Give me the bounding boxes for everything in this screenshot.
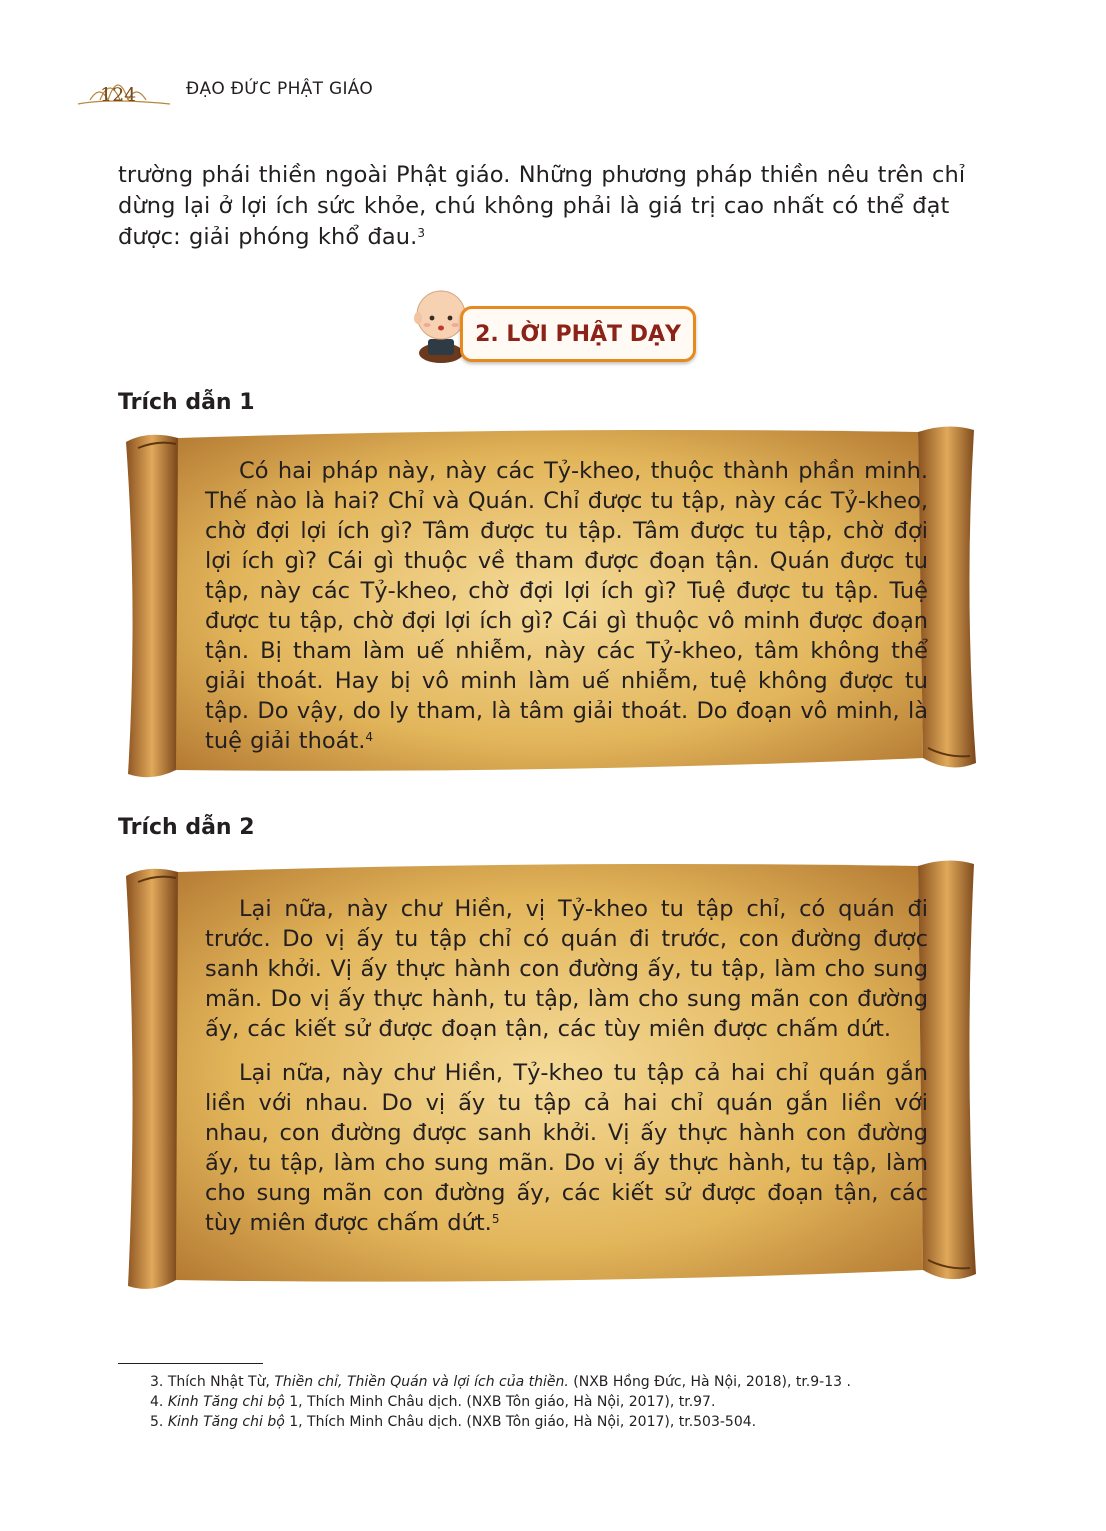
- quote-2-text: [205, 894, 928, 1238]
- footnote-ref-5: 5: [491, 1212, 500, 1226]
- footnote-source: 1, Thích Minh Châu dịch. (NXB Tôn giáo, Hà Nội, 2017), tr.503-504.: [289, 1414, 757, 1430]
- footnote-number: 3.: [150, 1374, 164, 1390]
- footnote-3: [150, 1372, 1050, 1392]
- quote-1-label: Trích dẫn 1: [118, 390, 255, 415]
- quote-2-paragraph-2: [205, 1058, 928, 1238]
- page-header: [70, 70, 470, 110]
- footnote-ref-3: 3: [417, 226, 426, 240]
- footnote-4: [150, 1392, 1050, 1412]
- quote-2-paragraph-2-body: Lại nữa, này chư Hiền, Tỷ-kheo tu tập cả hai chỉ quán gắn liền với nhau. Do vị ấy tu tập cả hai chỉ quán gắn liền với nhau, con đường được sanh khởi. Vị ấy thực hành con đường ấy, tu tập, làm cho sung mãn. Do vị ấy thực hành, tu tập, làm cho sung mãn con đường ấy, các kiết sử được đoạn tận, các tùy miên được chấm dứt.: [205, 1060, 928, 1236]
- page-number: 124: [100, 84, 137, 106]
- intro-text: trường phái thiền ngoài Phật giáo. Những phương pháp thiền nêu trên chỉ dừng lại ở lợi ích sức khỏe, chú không phải là giá trị cao nhất có thể đạt được: giải phóng khổ đau.: [118, 162, 966, 250]
- footnote-ref-4: 4: [365, 730, 374, 744]
- running-title: ĐẠO ĐỨC PHẬT GIÁO: [186, 79, 374, 99]
- section-banner: [410, 285, 710, 365]
- footnote-title: Thiền chỉ, Thiền Quán và lợi ích của thiền.: [274, 1374, 569, 1390]
- footnote-source: 1, Thích Minh Châu dịch. (NXB Tôn giáo, Hà Nội, 2017), tr.97.: [289, 1394, 716, 1410]
- footnote-source: (NXB Hồng Đức, Hà Nội, 2018), tr.9-13 .: [573, 1374, 851, 1390]
- footnote-title: Kinh Tăng chi bộ: [167, 1394, 285, 1410]
- parchment-scroll-1: [118, 418, 980, 788]
- footnote-number: 4.: [150, 1394, 164, 1410]
- parchment-scroll-2: [118, 850, 980, 1298]
- footnote-number: 5.: [150, 1414, 164, 1430]
- footnote-title: Kinh Tăng chi bộ: [167, 1414, 285, 1430]
- section-title: 2. LỜI PHẬT DẠY: [460, 306, 696, 362]
- footnote-author: Thích Nhật Từ,: [167, 1374, 270, 1390]
- intro-paragraph: [118, 160, 990, 253]
- footnote-5: [150, 1412, 1050, 1432]
- footnote-divider: [118, 1363, 263, 1364]
- quote-1-text: [205, 456, 928, 756]
- quote-2-paragraph-1: Lại nữa, này chư Hiền, vị Tỷ-kheo tu tập chỉ, có quán đi trước. Do vị ấy tu tập chỉ có quán đi trước, con đường được sanh khởi. Vị ấy thực hành con đường ấy, tu tập, làm cho sung mãn. Do vị ấy thực hành, tu tập, làm cho sung mãn con đường ấy, các kiết sử được đoạn tận, các tùy miên được chấm dứt.: [205, 896, 928, 1042]
- footnotes: [150, 1372, 1050, 1432]
- quote-2-label: Trích dẫn 2: [118, 815, 255, 840]
- quote-1-body: Có hai pháp này, này các Tỷ-kheo, thuộc thành phần minh. Thế nào là hai? Chỉ và Quán. Chỉ được tu tập, này các Tỷ-kheo, chờ đợi lợi ích gì? Tâm được tu tập. Tâm được tu tập, chờ đợi lợi ích gì? Cái gì thuộc về tham được đoạn tận. Quán được tu tập, này các Tỷ-kheo, chờ đợi lợi ích gì? Tuệ được tu tập. Tuệ được tu tập, chờ đợi lợi ích gì? Cái gì thuộc vô minh được đoạn tận. Bị tham làm uế nhiễm, này các Tỷ-kheo, tâm không thể giải thoát. Hay bị vô minh làm uế nhiễm, tuệ không được tu tập. Do vậy, do ly tham, là tâm giải thoát. Do đoạn vô minh, là tuệ giải thoát.: [205, 458, 928, 754]
